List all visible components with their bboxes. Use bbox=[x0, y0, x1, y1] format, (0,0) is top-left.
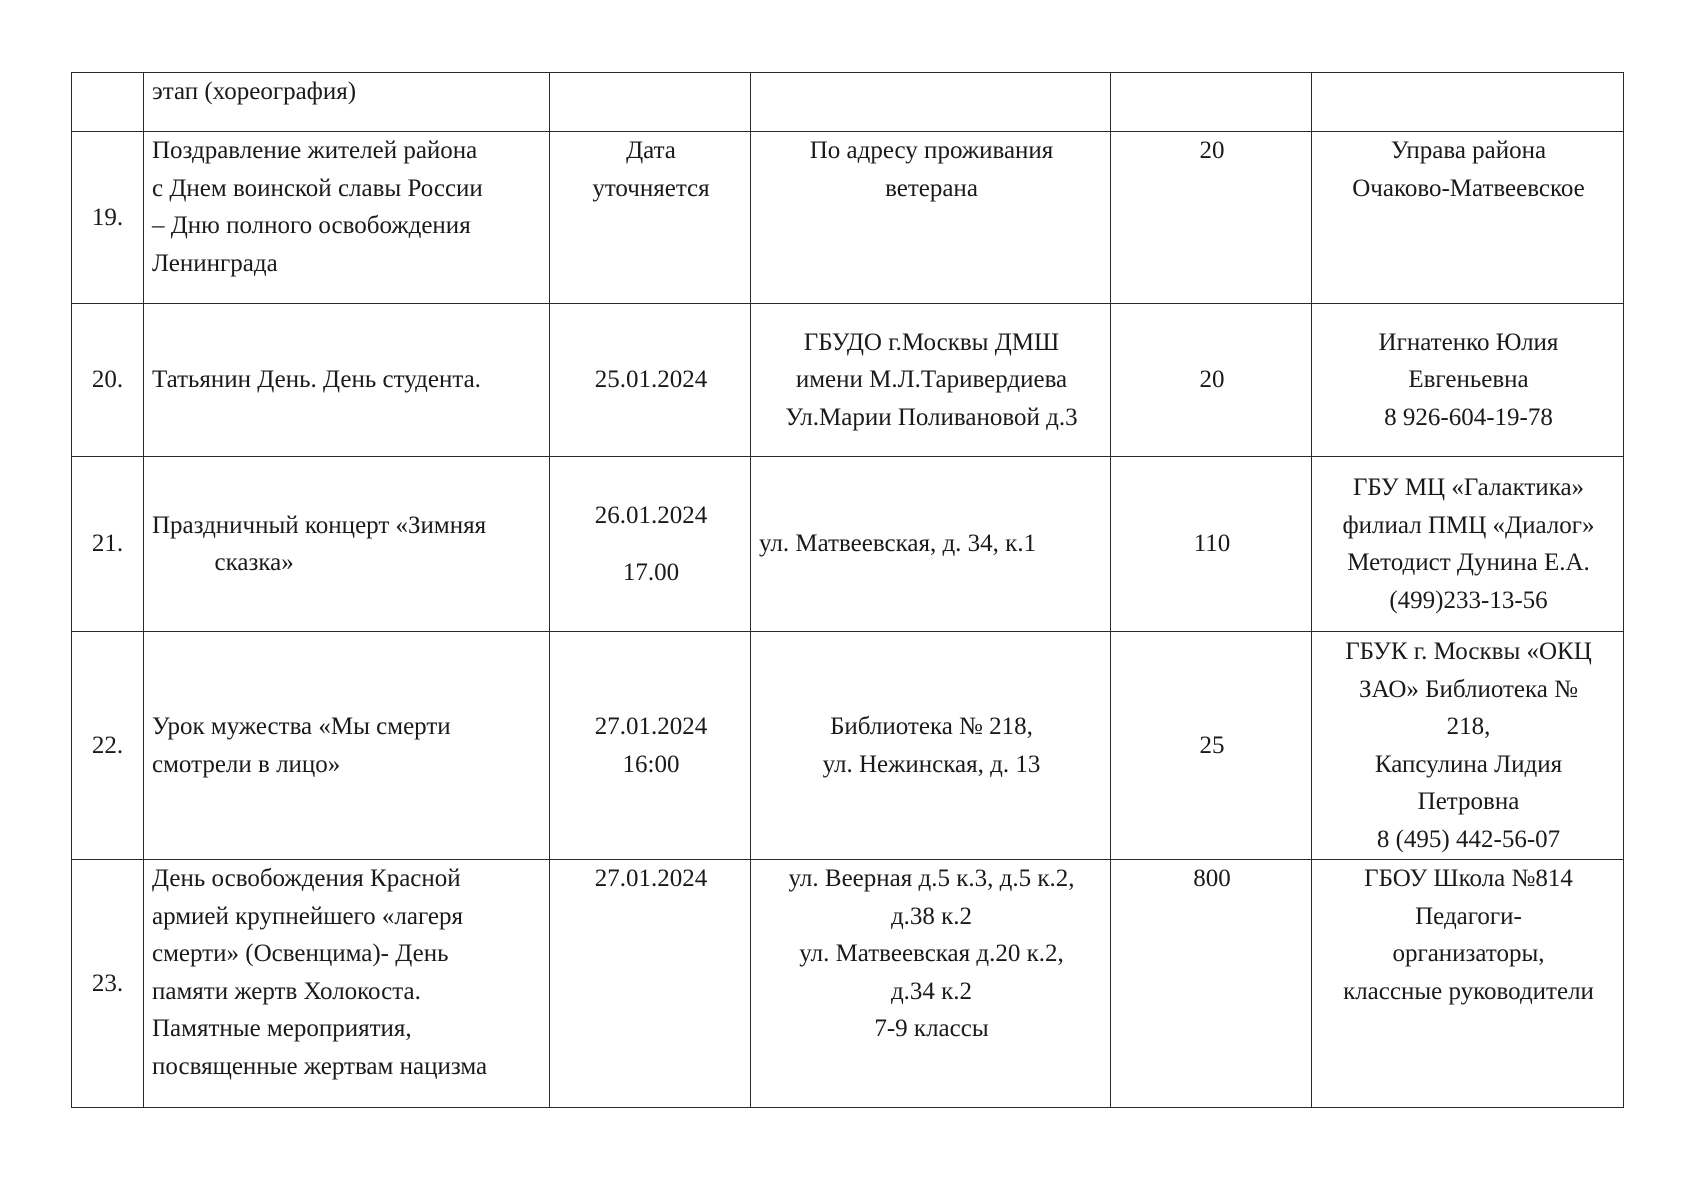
responsible-cell bbox=[1312, 632, 1624, 860]
row-number bbox=[72, 73, 144, 132]
date-line: 26.01.2024 bbox=[594, 501, 708, 529]
place-cell bbox=[751, 457, 1111, 632]
responsible-line: ГБУК г. Москвы «ОКЦ bbox=[1345, 638, 1592, 665]
date-line: уточняется bbox=[592, 174, 710, 202]
responsible-line: филиал ПМЦ «Диалог» bbox=[1342, 511, 1595, 539]
responsible-line: (499)233-13-56 bbox=[1389, 586, 1548, 614]
event-line: этап (хореография) bbox=[152, 78, 357, 105]
responsible-line: Управа района bbox=[1390, 137, 1547, 164]
event-line: Памятные мероприятия, bbox=[152, 1015, 412, 1042]
responsible-line: Игнатенко Юлия bbox=[1378, 328, 1559, 356]
event-cell bbox=[144, 73, 550, 132]
date-cell bbox=[550, 304, 751, 457]
place-cell bbox=[751, 632, 1111, 860]
event-line: Поздравление жителей района bbox=[152, 137, 478, 164]
place-line: По адресу проживания bbox=[809, 137, 1054, 164]
responsible-line: классные руководители bbox=[1343, 977, 1594, 1005]
place-line: 7-9 классы bbox=[874, 1015, 989, 1042]
place-line: ГБУДО г.Москвы ДМШ bbox=[803, 328, 1060, 356]
event-line: посвященные жертвам нацизма bbox=[152, 1052, 488, 1080]
date-cell bbox=[550, 73, 751, 132]
event-line: смотрели в лицо» bbox=[152, 750, 341, 778]
participants-cell: 800 bbox=[1111, 860, 1312, 1108]
table-row bbox=[72, 457, 1624, 632]
event-line: с Днем воинской славы России bbox=[152, 174, 483, 202]
event-cell bbox=[144, 457, 550, 632]
table-row bbox=[72, 73, 1624, 132]
event-line: День освобождения Красной bbox=[152, 865, 461, 892]
event-line: Ленинграда bbox=[152, 249, 278, 277]
place-line: ул. Матвеевская д.20 к.2, bbox=[799, 940, 1064, 967]
date-cell bbox=[550, 457, 751, 632]
responsible-cell bbox=[1312, 860, 1624, 1108]
participants-cell: 110 bbox=[1111, 457, 1312, 632]
responsible-cell bbox=[1312, 457, 1624, 632]
responsible-line: Капсулина Лидия bbox=[1374, 750, 1563, 778]
event-cell bbox=[144, 304, 550, 457]
responsible-line: Педагоги- bbox=[1415, 902, 1522, 930]
responsible-line: Петровна bbox=[1417, 788, 1520, 815]
row-number: 22. bbox=[72, 632, 144, 860]
event-line: Урок мужества «Мы смерти bbox=[152, 713, 451, 740]
responsible-line: 8 926-604-19-78 bbox=[1384, 403, 1553, 431]
place-cell bbox=[751, 304, 1111, 457]
place-cell bbox=[751, 132, 1111, 304]
responsible-line: ГБОУ Школа №814 bbox=[1364, 865, 1573, 892]
event-line: Праздничный концерт «Зимняя bbox=[152, 511, 487, 539]
row-number: 20. bbox=[72, 304, 144, 457]
responsible-line: Методист Дунина Е.А. bbox=[1347, 549, 1590, 576]
row-number: 21. bbox=[72, 457, 144, 632]
event-cell bbox=[144, 632, 550, 860]
table-row bbox=[72, 132, 1624, 304]
participants-cell: 20 bbox=[1111, 304, 1312, 457]
spacer bbox=[558, 534, 744, 554]
place-cell bbox=[751, 73, 1111, 132]
responsible-line: организаторы, bbox=[1392, 940, 1545, 967]
responsible-cell bbox=[1312, 73, 1624, 132]
responsible-line: 8 (495) 442-56-07 bbox=[1376, 825, 1561, 853]
events-table bbox=[71, 72, 1624, 1108]
row-number: 23. bbox=[72, 860, 144, 1108]
row-number: 19. bbox=[72, 132, 144, 304]
responsible-line: ЗАО» Библиотека № bbox=[1359, 675, 1578, 703]
event-line: смерти» (Освенцима)- День bbox=[152, 940, 449, 967]
event-cell bbox=[144, 132, 550, 304]
table-row bbox=[72, 632, 1624, 860]
responsible-cell bbox=[1312, 304, 1624, 457]
date-line: 27.01.2024 bbox=[594, 713, 708, 740]
place-line: имени М.Л.Таривердиева bbox=[795, 366, 1068, 394]
date-line: Дата bbox=[626, 137, 676, 164]
table-row bbox=[72, 304, 1624, 457]
date-cell bbox=[550, 860, 751, 1108]
date-line: 25.01.2024 bbox=[594, 366, 708, 394]
participants-cell bbox=[1111, 73, 1312, 132]
place-line: Библиотека № 218, bbox=[830, 713, 1033, 740]
responsible-line: ГБУ МЦ «Галактика» bbox=[1352, 474, 1585, 501]
responsible-cell bbox=[1312, 132, 1624, 304]
event-line: сказка» bbox=[152, 549, 294, 576]
date-line: 16:00 bbox=[622, 750, 680, 778]
place-line: ул. Матвеевская, д. 34, к.1 bbox=[759, 530, 1037, 558]
place-cell bbox=[751, 860, 1111, 1108]
event-line: Татьянин День. День студента. bbox=[152, 366, 481, 394]
table-row bbox=[72, 860, 1624, 1108]
responsible-line: Очаково-Матвеевское bbox=[1352, 174, 1585, 202]
place-line: д.38 к.2 bbox=[890, 902, 973, 930]
participants-cell: 25 bbox=[1111, 632, 1312, 860]
place-line: д.34 к.2 bbox=[890, 977, 973, 1005]
place-line: Ул.Марии Поливановой д.3 bbox=[785, 403, 1078, 431]
date-cell bbox=[550, 632, 751, 860]
date-line: 27.01.2024 bbox=[594, 865, 708, 892]
event-line: памяти жертв Холокоста. bbox=[152, 977, 421, 1005]
date-line: 17.00 bbox=[622, 559, 680, 586]
participants-cell: 20 bbox=[1111, 132, 1312, 304]
place-line: ул. Нежинская, д. 13 bbox=[822, 750, 1041, 778]
event-line: – Дню полного освобождения bbox=[152, 212, 471, 239]
place-line: ветерана bbox=[885, 174, 978, 202]
date-cell bbox=[550, 132, 751, 304]
responsible-line: Евгеньевна bbox=[1408, 366, 1529, 394]
event-cell bbox=[144, 860, 550, 1108]
event-line: армией крупнейшего «лагеря bbox=[152, 902, 464, 930]
place-line: ул. Веерная д.5 к.3, д.5 к.2, bbox=[788, 865, 1075, 892]
responsible-line: 218, bbox=[1446, 713, 1491, 740]
